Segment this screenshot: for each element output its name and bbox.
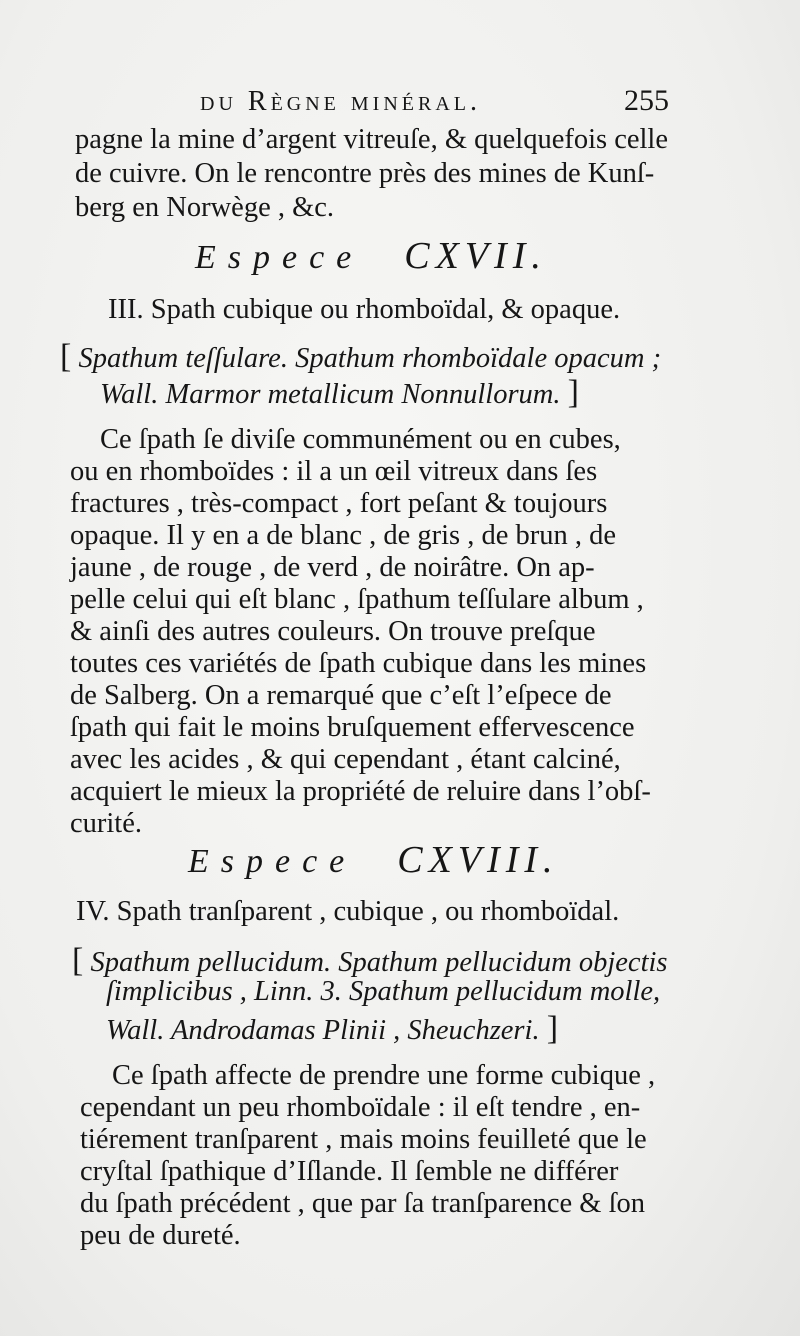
text-line: pelle celui qui eſt blanc , ſpathum teſſulare album ,: [70, 584, 644, 615]
espece-numeral: CXVIII.: [397, 839, 559, 881]
synonymy-line: [60, 338, 661, 376]
text-line: cependant un peu rhomboïdale : il eſt tendre , en-: [80, 1092, 641, 1123]
text-line: berg en Norwège , &c.: [75, 192, 335, 223]
text-line: avec les acides , & qui cependant , étant calciné,: [70, 744, 621, 775]
running-header: du Règne minéral.: [200, 86, 481, 117]
text-line: opaque. Il y en a de blanc , de gris , de brun , de: [70, 520, 617, 551]
text-line: cryſtal ſpathique d’Iſlande. Il ſemble ne différer: [80, 1156, 619, 1187]
espece-word: Espece: [188, 843, 357, 880]
text-line: de Salberg. On a remarqué que c’eſt l’eſpece de: [70, 680, 612, 711]
espece-heading-2: [188, 838, 559, 882]
page-number: 255: [624, 84, 669, 117]
text-line: jaune , de rouge , de verd , de noirâtre. On ap-: [70, 552, 595, 583]
close-bracket-icon: ]: [546, 1010, 559, 1047]
synonymy-line: [106, 1010, 558, 1048]
close-bracket-icon: ]: [567, 374, 579, 411]
synonymy-line: [100, 374, 579, 412]
text-line: toutes ces variétés de ſpath cubique dans les mines: [70, 648, 647, 679]
espece-word: Espece: [195, 239, 364, 276]
text-line: ou en rhomboïdes : il a un œil vitreux dans ſes: [70, 456, 598, 487]
synonymy-text: Wall. Androdamas Plinii , Sheuchzeri.: [106, 1015, 540, 1046]
species-title-2: IV. Spath tranſparent , cubique , ou rhomboïdal.: [76, 896, 620, 927]
synonymy-line: [72, 942, 668, 980]
text-line: ſpath qui fait le moins bruſquement effervescence: [70, 712, 635, 743]
species-title-1: III. Spath cubique ou rhomboïdal, & opaque.: [108, 294, 621, 325]
text-line: peu de dureté.: [80, 1220, 241, 1251]
text-line: acquiert le mieux la propriété de reluire dans l’obſ-: [70, 776, 651, 807]
text-line: & ainſi des autres couleurs. On trouve preſque: [70, 616, 596, 647]
text-line: curité.: [70, 808, 143, 839]
text-line: pagne la mine d’argent vitreuſe, & quelquefois celle: [75, 124, 669, 155]
text-line: du ſpath précédent , que par ſa tranſparence & ſon: [80, 1188, 646, 1219]
synonymy-text: Spathum teſſulare. Spathum rhomboïdale opacum ;: [78, 343, 662, 374]
text-line: fractures , très-compact , fort peſant & toujours: [70, 488, 608, 519]
open-bracket-icon: [: [72, 942, 84, 979]
open-bracket-icon: [: [60, 338, 72, 375]
text-line: Ce ſpath ſe diviſe communément ou en cubes,: [100, 424, 621, 455]
text-line: de cuivre. On le rencontre près des mines de Kunſ-: [75, 158, 655, 189]
synonymy-line: ſimplicibus , Linn. 3. Spathum pellucidum molle,: [106, 976, 661, 1007]
espece-numeral: CXVII.: [404, 235, 547, 277]
synonymy-text: Wall. Marmor metallicum Nonnullorum.: [100, 379, 561, 410]
text-line: Ce ſpath affecte de prendre une forme cubique ,: [112, 1060, 656, 1091]
text-line: tiérement tranſparent , mais moins feuilleté que le: [80, 1124, 647, 1155]
synonymy-text: Spathum pellucidum. Spathum pellucidum objectis: [90, 947, 668, 978]
espece-heading-1: [195, 234, 547, 278]
